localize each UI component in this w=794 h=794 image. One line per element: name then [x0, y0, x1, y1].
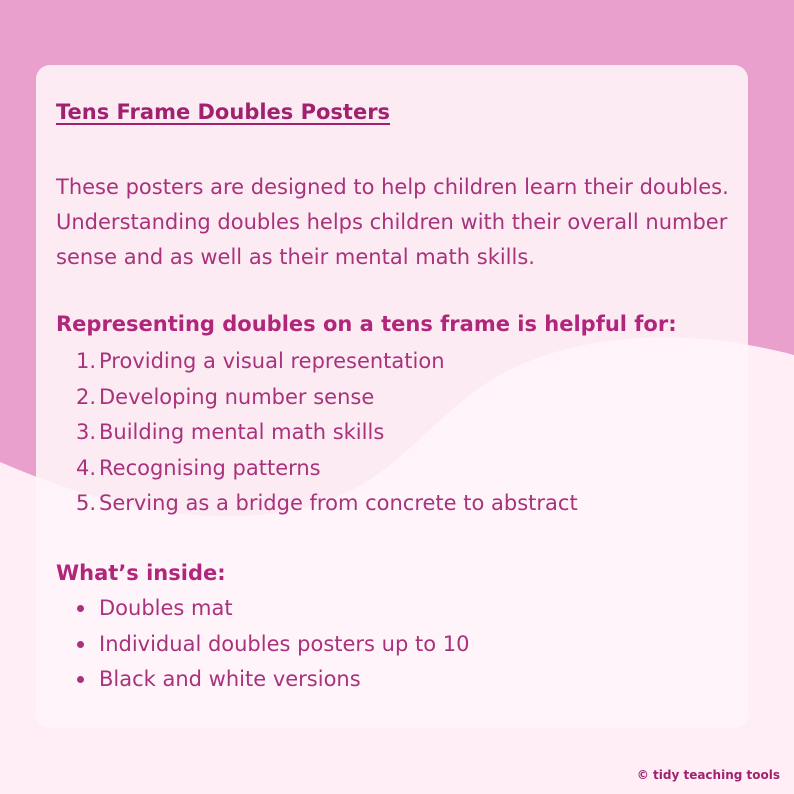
bullet-icon [77, 641, 84, 648]
list-number: 4. [75, 455, 96, 480]
copyright-footer: © tidy teaching tools [636, 768, 780, 782]
bullet-icon [77, 676, 84, 683]
page-title: Tens Frame Doubles Posters [56, 100, 391, 124]
bullet-icon [77, 605, 84, 612]
list-item-text: Serving as a bridge from concrete to abstract [99, 491, 578, 515]
list-item-text: Providing a visual representation [99, 349, 445, 373]
list-number: 1. [75, 349, 96, 373]
list-item-text: Recognising patterns [99, 455, 321, 480]
list-item-text: Doubles mat [99, 596, 233, 620]
whats-inside-heading: What’s inside: [56, 561, 226, 585]
list-item-text: Developing number sense [99, 384, 375, 409]
intro-paragraph: These posters are designed to help children learn their doubles. Understanding doubles helps children with their overall number sense and as well as their mental math skills. [56, 175, 729, 269]
list-item-text: Individual doubles posters up to 10 [99, 631, 470, 656]
benefits-heading: Representing doubles on a tens frame is helpful for: [56, 312, 677, 336]
list-number: 5. [75, 491, 96, 515]
list-number: 2. [75, 384, 96, 409]
list-item-text: Building mental math skills [99, 420, 385, 444]
list-item-text: Black and white versions [99, 667, 361, 691]
list-number: 3. [75, 420, 96, 444]
